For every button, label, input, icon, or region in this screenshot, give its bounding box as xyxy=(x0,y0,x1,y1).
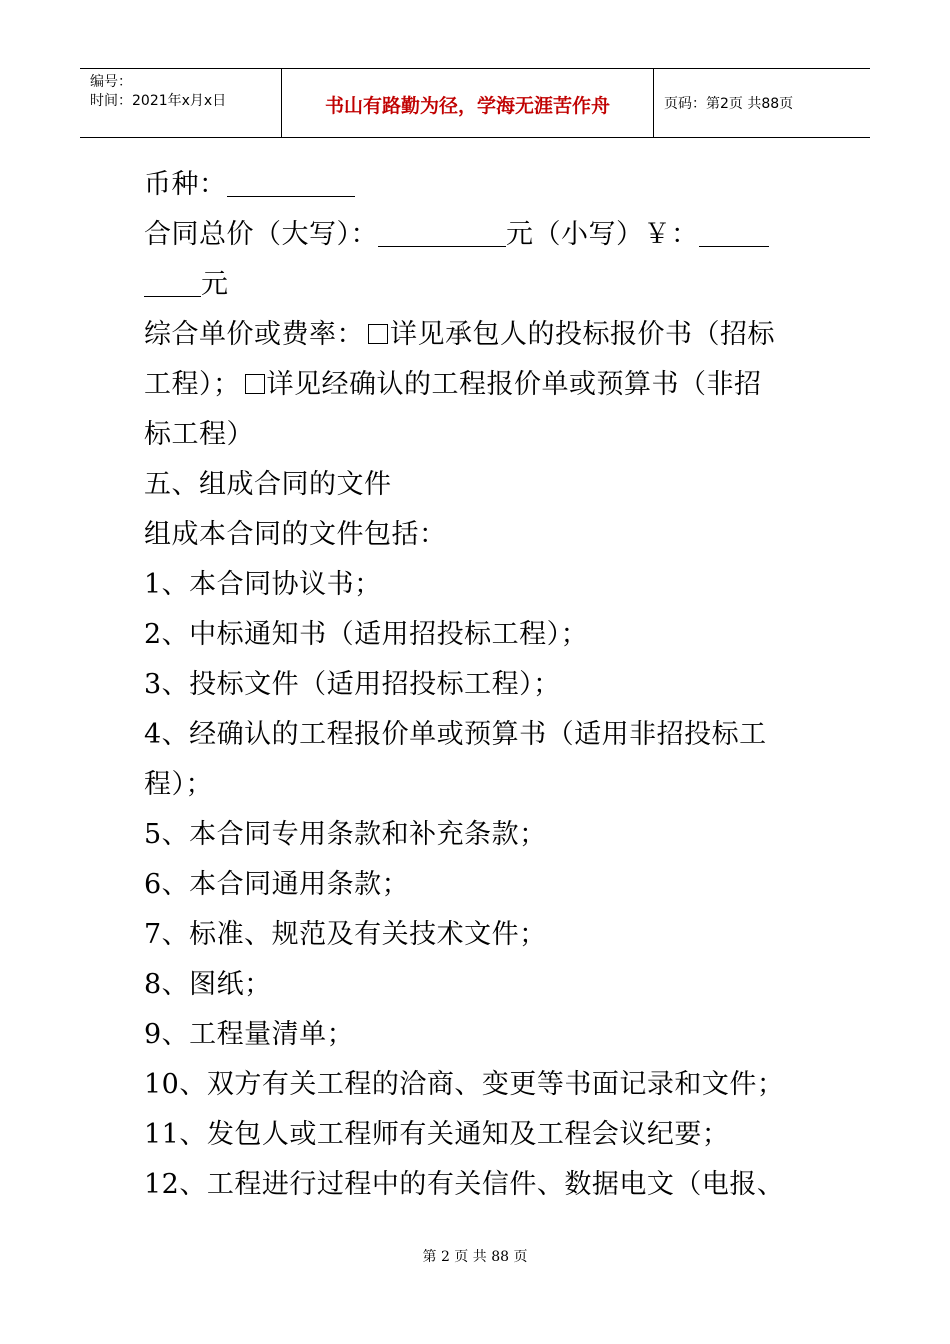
total-price-label: 合同总价（大写）： xyxy=(144,219,378,250)
list-item: 12、工程进行过程中的有关信件、数据电文（电报、 xyxy=(144,1169,785,1200)
list-item: 10、双方有关工程的洽商、变更等书面记录和文件； xyxy=(144,1069,785,1100)
header-number-label: 编号： xyxy=(90,74,132,90)
list-item: 8、图纸； xyxy=(144,969,272,1000)
header-time-label: 时间：2021年x月x日 xyxy=(90,93,227,109)
total-price-lower-blank-1 xyxy=(699,216,769,247)
list-item: 程）； xyxy=(144,769,213,800)
option2-checkbox[interactable] xyxy=(245,374,265,394)
option1-checkbox[interactable] xyxy=(368,324,388,344)
unit-price-line-cont xyxy=(144,360,814,410)
header-meta xyxy=(80,69,282,137)
docs-intro: 组成本合同的文件包括： xyxy=(144,519,447,550)
currency-label: 币种： xyxy=(144,169,227,200)
currency-line xyxy=(144,160,814,210)
header-page-info: 页码：第2页 共88页 xyxy=(664,96,794,112)
total-price-lower-blank-2 xyxy=(144,266,201,297)
total-price-upper-blank xyxy=(378,216,506,247)
list-item: 1、本合同协议书； xyxy=(144,569,382,600)
yuan-small-label: 元（小写）￥： xyxy=(506,219,699,250)
list-item: 3、投标文件（适用招投标工程）； xyxy=(144,669,561,700)
currency-blank xyxy=(227,166,355,197)
list-item: 5、本合同专用条款和补充条款； xyxy=(144,819,547,850)
list-item: 11、发包人或工程师有关通知及工程会议纪要； xyxy=(144,1119,730,1150)
total-price-line xyxy=(144,210,814,260)
unit-price-label: 综合单价或费率： xyxy=(144,319,364,350)
list-item: 4、经确认的工程报价单或预算书（适用非招投标工 xyxy=(144,719,767,750)
list-item: 7、标准、规范及有关技术文件； xyxy=(144,919,547,950)
total-price-line-cont xyxy=(144,260,814,310)
option1-text: 详见承包人的投标报价书（招标 xyxy=(390,319,775,350)
option1-cont: 工程）； xyxy=(144,369,241,400)
yuan-label: 元 xyxy=(201,269,229,300)
list-item: 2、中标通知书（适用招投标工程）； xyxy=(144,619,589,650)
list-item: 9、工程量清单； xyxy=(144,1019,355,1050)
header-motto: 书山有路勤为径，学海无涯苦作舟 xyxy=(282,69,654,137)
unit-price-line xyxy=(144,310,814,360)
section5-title: 五、组成合同的文件 xyxy=(144,469,392,500)
page-footer: 第 2 页 共 88 页 xyxy=(422,1249,528,1265)
option2-cont: 标工程） xyxy=(144,419,254,450)
list-item: 6、本合同通用条款； xyxy=(144,869,410,900)
option2-text: 详见经确认的工程报价单或预算书（非招 xyxy=(266,369,762,400)
document-body xyxy=(144,160,814,1210)
page-header xyxy=(80,68,870,138)
